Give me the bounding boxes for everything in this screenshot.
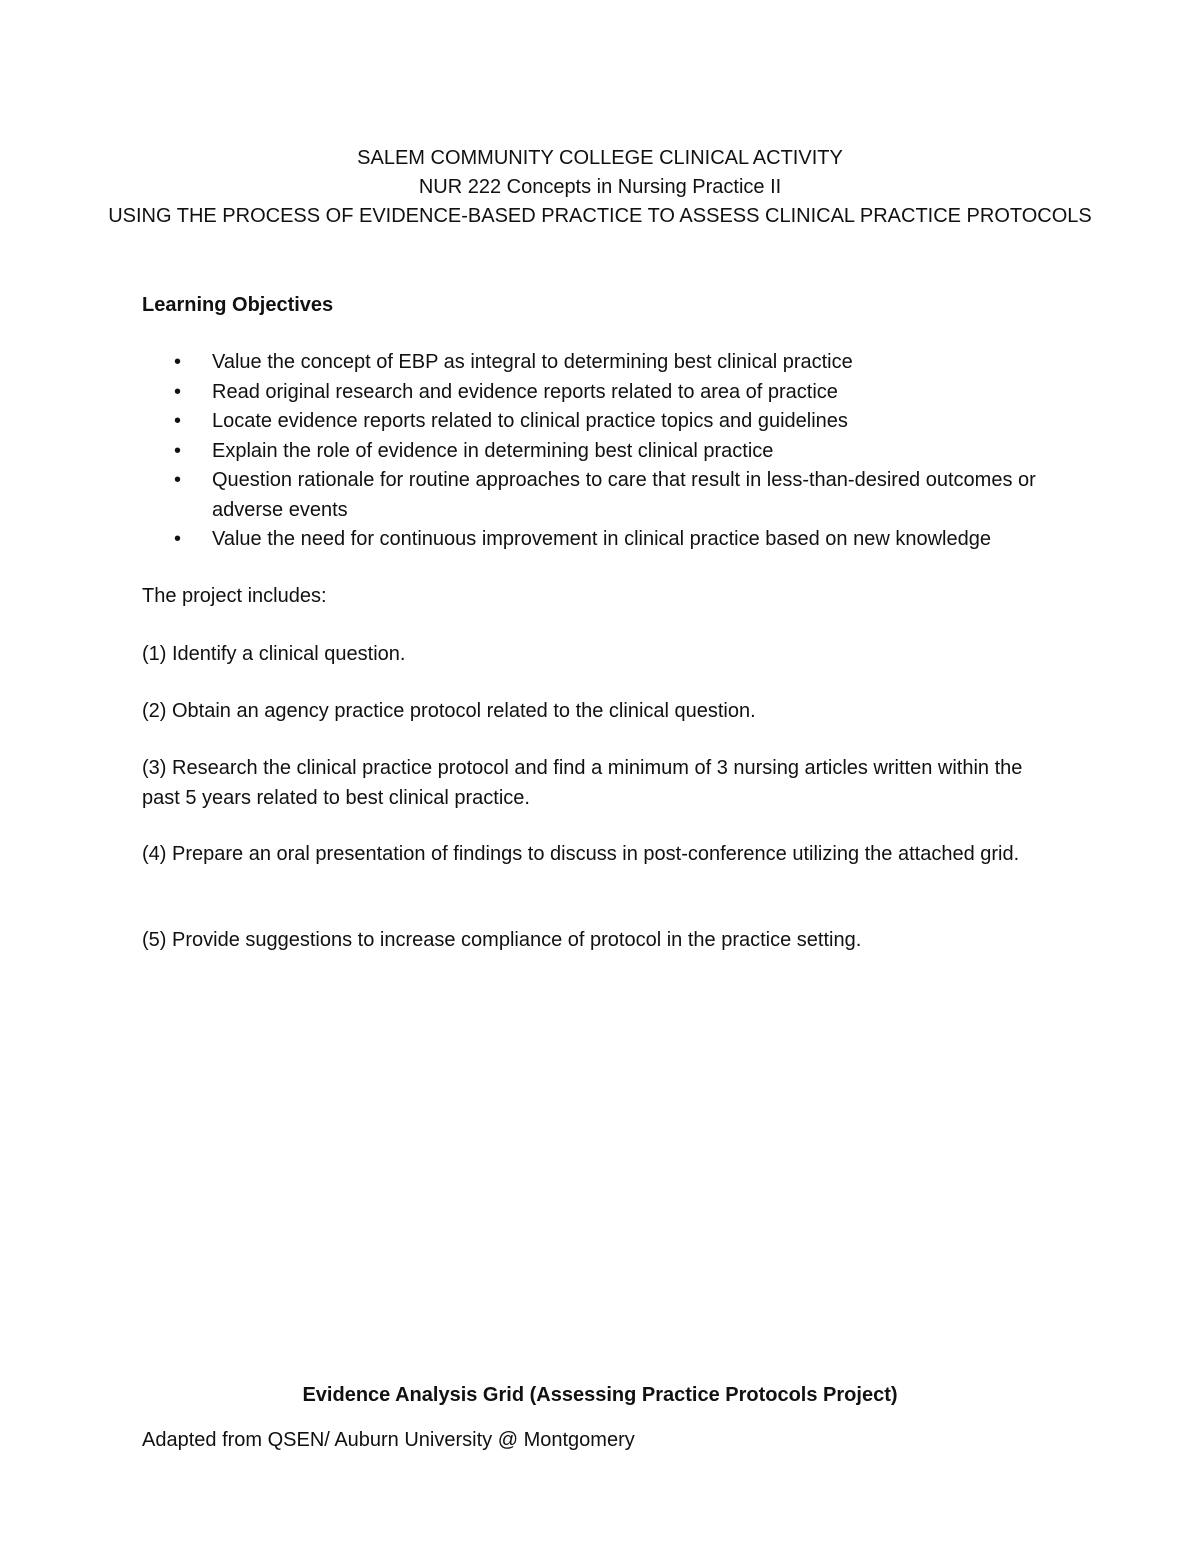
learning-objectives-list — [142, 348, 1102, 555]
list-item: • Question rationale for routine approaches to care that result in less-than-desired outcomes or adverse events — [142, 466, 1102, 525]
learning-objectives-heading: Learning Objectives — [142, 294, 334, 316]
list-item: • Explain the role of evidence in determining best clinical practice — [142, 437, 1102, 467]
college-title: SALEM COMMUNITY COLLEGE CLINICAL ACTIVITY — [357, 147, 843, 169]
bullet-icon: • — [174, 410, 182, 432]
project-step-3: (3) Research the clinical practice protocol and find a minimum of 3 nursing articles written within the past 5 years related to best clinical practice. — [142, 757, 1023, 809]
project-step-5: (5) Provide suggestions to increase compliance of protocol in the practice setting. — [142, 929, 862, 951]
document-header — [0, 144, 1200, 231]
course-title: NUR 222 Concepts in Nursing Practice II — [418, 176, 782, 198]
bullet-icon: • — [174, 469, 182, 491]
activity-title: USING THE PROCESS OF EVIDENCE-BASED PRACTICE TO ASSESS CLINICAL PRACTICE PROTOCOLS — [108, 205, 1092, 227]
project-step-4: (4) Prepare an oral presentation of findings to discuss in post-conference utilizing the attached grid. — [142, 843, 1020, 865]
bullet-icon: • — [174, 380, 182, 403]
project-step-2: (2) Obtain an agency practice protocol related to the clinical question. — [142, 700, 756, 722]
bullet-icon: • — [174, 528, 182, 550]
project-step-1: (1) Identify a clinical question. — [142, 643, 406, 665]
list-item: • Value the need for continuous improvement in clinical practice based on new knowledge — [142, 525, 1102, 555]
list-item: • Read original research and evidence reports related to area of practice — [142, 378, 1102, 408]
list-item: • Locate evidence reports related to clinical practice topics and guidelines — [142, 407, 1102, 437]
project-intro: The project includes: — [142, 585, 327, 607]
bullet-icon: • — [174, 351, 182, 373]
adapted-from-note: Adapted from QSEN/ Auburn University @ Montgomery — [142, 1429, 635, 1451]
evidence-grid-title: Evidence Analysis Grid (Assessing Practice Protocols Project) — [302, 1384, 898, 1406]
bullet-icon: • — [174, 439, 182, 462]
list-item: • Value the concept of EBP as integral to determining best clinical practice — [142, 348, 1102, 378]
